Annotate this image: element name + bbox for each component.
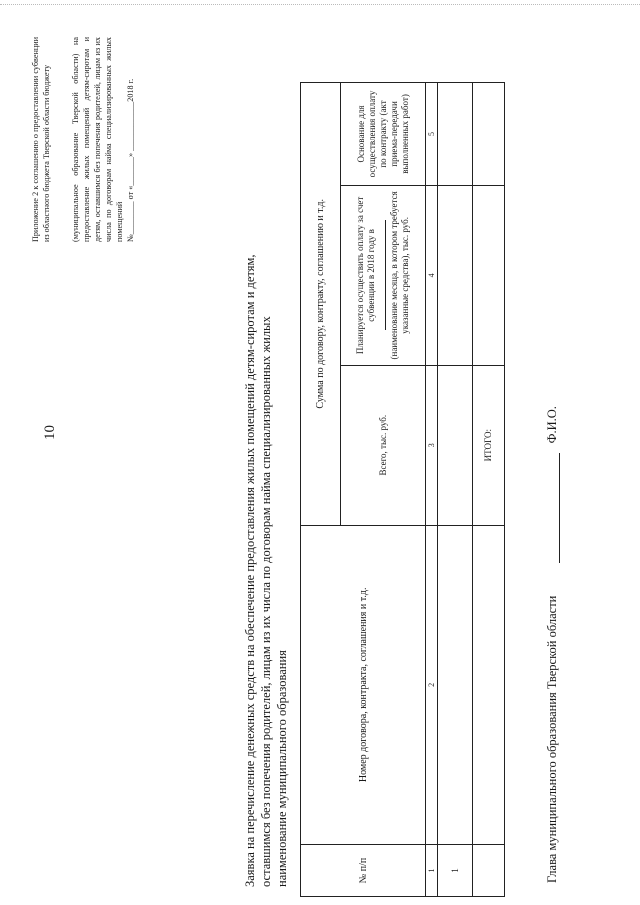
annex-number-line: №________ от «_______» ____________2018 г.	[126, 78, 135, 242]
row-contract-cell	[438, 525, 473, 844]
total-empty-4	[473, 185, 505, 365]
page-number: 10	[42, 425, 58, 440]
total-label: ИТОГО:	[473, 365, 505, 525]
request-table	[300, 82, 505, 897]
col-number-5: 5	[426, 83, 438, 186]
total-empty-5	[473, 83, 505, 186]
signature-line	[548, 453, 560, 563]
header-total: Всего, тыс. руб.	[341, 365, 426, 525]
row-num: 1	[438, 845, 473, 897]
scan-artifact	[0, 4, 640, 5]
header-planned-text: Планируется осуществить оплату за счет субвенции в 2018 году в	[355, 196, 376, 355]
col-number-3: 3	[426, 365, 438, 525]
title-line-2: оставшимся без попечения родителей, лицам из их числа по договорам найма специализированных жилых	[259, 316, 273, 887]
annex-mo-line: (муниципальное образование Тверской области) на предоставление жилых помещений детям-сиротам и детям, оставшимся без попечения родителей, лицам из их числа по договорам найма специализированных жилых помещений	[71, 37, 124, 242]
header-contract: Номер договора, контракта, соглашения и т.д.	[301, 525, 426, 844]
municipality-name-label: наименование муниципального образования	[275, 650, 289, 887]
annex-block	[30, 37, 136, 242]
col-number-1: 1	[426, 845, 438, 897]
title-line-1: Заявка на перечисление денежных средств на обеспечение предоставления жилых помещений детям-сиротам и детям,	[243, 254, 257, 887]
row-planned-cell	[438, 185, 473, 365]
request-title	[242, 67, 290, 887]
header-planned-note: (наименование месяца, в котором требуется указанные средства), тыс. руб.	[389, 191, 410, 360]
total-row	[473, 83, 505, 897]
total-empty-2	[473, 525, 505, 844]
table-row	[438, 83, 473, 897]
signer-position: Глава муниципального образования Тверской области	[545, 595, 559, 883]
header-basis: Основание для осуществления оплату по контракту (акт приема-передачи выполненных работ)	[341, 83, 426, 186]
signer-name: Ф.И.О.	[545, 406, 559, 444]
total-empty-1	[473, 845, 505, 897]
col-number-4: 4	[426, 185, 438, 365]
table-header-row	[301, 83, 341, 897]
row-total-cell	[438, 365, 473, 525]
header-planned	[341, 185, 426, 365]
header-sum-group: Сумма по договору, контракту, соглашению и т.д.	[301, 83, 341, 526]
row-basis-cell	[438, 83, 473, 186]
signature-block	[545, 23, 560, 883]
col-number-2: 2	[426, 525, 438, 844]
month-blank	[377, 220, 386, 330]
column-number-row	[426, 83, 438, 897]
header-num: № п/п	[301, 845, 426, 897]
annex-text: Приложение 2 к соглашению о предоставлении субвенции из областного бюджета Тверской области бюджету	[31, 37, 51, 242]
